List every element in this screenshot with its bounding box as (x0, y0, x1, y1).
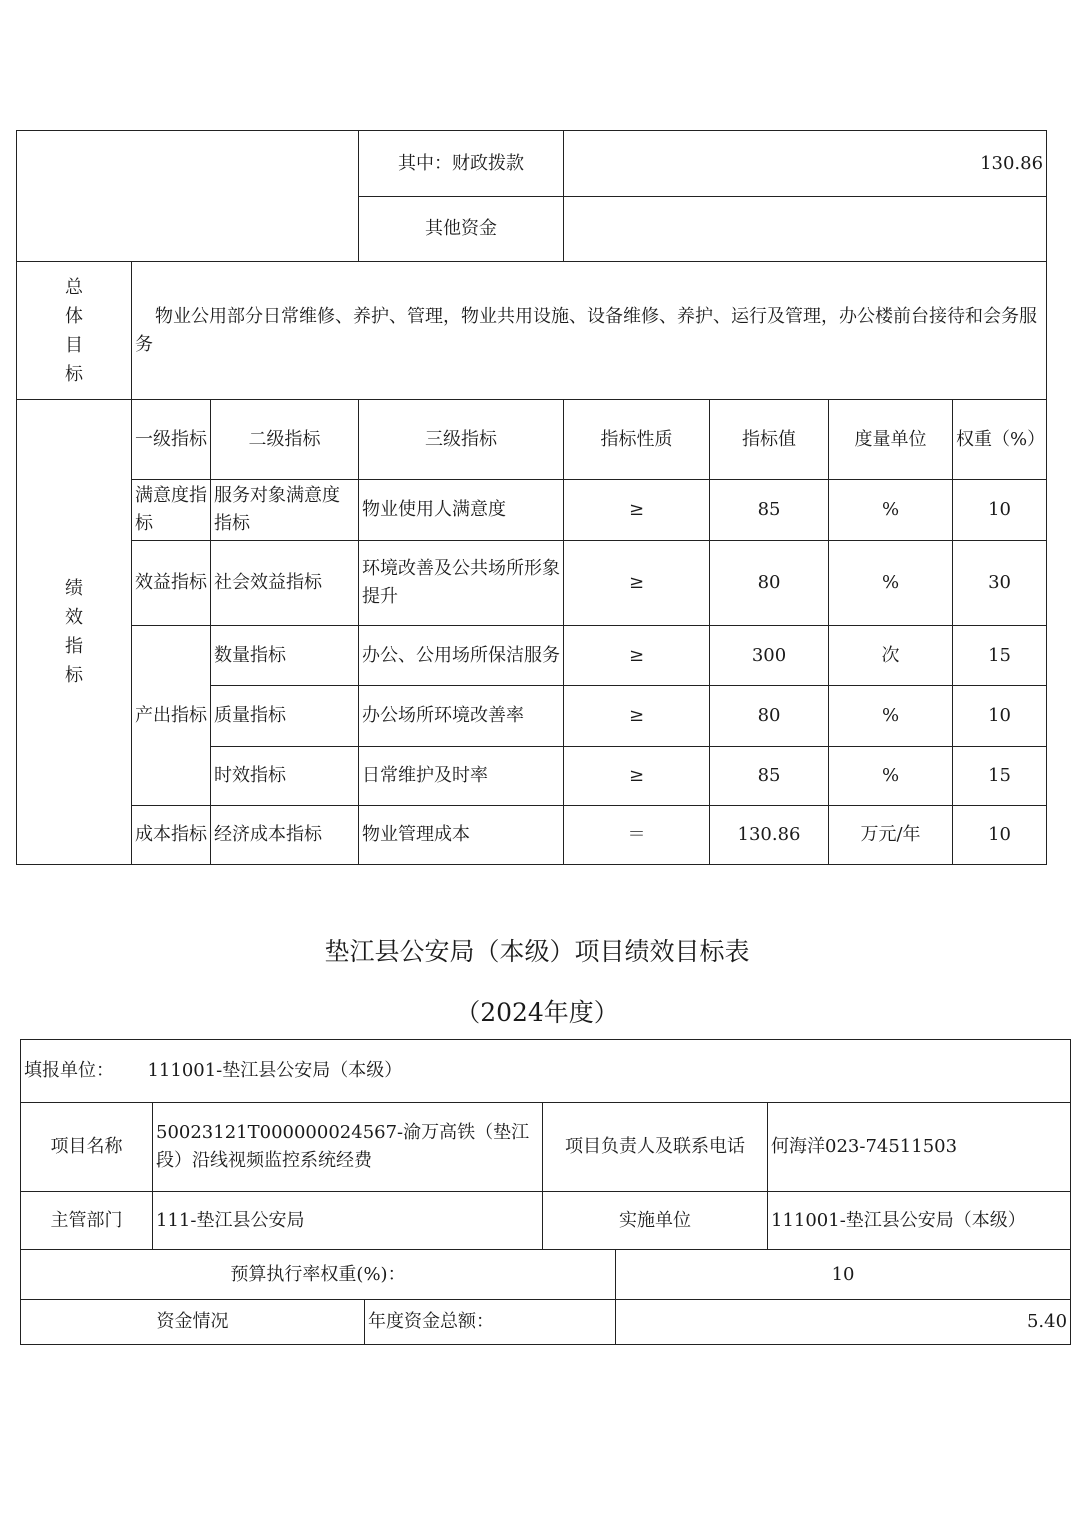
row-level3: 物业管理成本 (359, 806, 564, 865)
fin-allocation-value: 130.86 (564, 131, 1047, 197)
perf-label-char: 标 (65, 665, 83, 686)
funds-label: 资金情况 (21, 1300, 365, 1345)
row-level2: 服务对象满意度指标 (211, 480, 359, 541)
row-level1: 效益指标 (132, 541, 211, 626)
row-level3: 日常维护及时率 (359, 747, 564, 806)
supervising-dept-value: 111-垫江县公安局 (153, 1192, 543, 1250)
header-weight: 权重（%） (953, 400, 1047, 480)
row-unit: 万元/年 (829, 806, 953, 865)
row-weight: 15 (953, 626, 1047, 686)
other-funds-label: 其他资金 (359, 197, 564, 262)
row-level1: 满意度指标 (132, 480, 211, 541)
row-nature: ≥ (564, 480, 710, 541)
project-performance-table (20, 1039, 1071, 1345)
row-level2: 数量指标 (211, 626, 359, 686)
row-level2: 社会效益指标 (211, 541, 359, 626)
header-unit: 度量单位 (829, 400, 953, 480)
row-unit: % (829, 541, 953, 626)
row-value: 300 (710, 626, 829, 686)
other-funds-value (564, 197, 1047, 262)
row-level2: 时效指标 (211, 747, 359, 806)
budget-rate-label: 预算执行率权重(%)： (21, 1250, 616, 1300)
page-subtitle: （2024年度） (455, 998, 619, 1027)
header-level2: 二级指标 (211, 400, 359, 480)
blank-cell (17, 131, 359, 262)
perf-label-char: 指 (65, 636, 83, 657)
row-unit: % (829, 480, 953, 541)
supervising-dept-label: 主管部门 (21, 1192, 153, 1250)
project-name-value: 50023121T000000024567-渝万高铁（垫江段）沿线视频监控系统经费 (153, 1103, 543, 1192)
row-nature: ≥ (564, 747, 710, 806)
row-nature: ≥ (564, 541, 710, 626)
header-nature: 指标性质 (564, 400, 710, 480)
row-level3: 办公、公用场所保洁服务 (359, 626, 564, 686)
table-row (17, 480, 1047, 541)
row-value: 85 (710, 747, 829, 806)
header-value: 指标值 (710, 400, 829, 480)
table-row (17, 806, 1047, 865)
row-weight: 10 (953, 686, 1047, 747)
row-level1: 产出指标 (132, 626, 211, 806)
row-level3: 办公场所环境改善率 (359, 686, 564, 747)
overall-goal-char: 标 (65, 363, 83, 385)
overall-goal-char: 体 (65, 305, 83, 327)
implementing-unit-label: 实施单位 (543, 1192, 768, 1250)
overall-goal-label (17, 262, 132, 400)
row-value: 85 (710, 480, 829, 541)
row-level1: 成本指标 (132, 806, 211, 865)
funds-total-label: 年度资金总额： (365, 1300, 616, 1345)
table-row (17, 541, 1047, 626)
overall-goal-char: 目 (65, 334, 83, 356)
fin-allocation-label: 其中：财政拨款 (359, 131, 564, 197)
overall-goal-char: 总 (65, 276, 83, 298)
row-nature: ＝ (564, 806, 710, 865)
table-row (17, 626, 1047, 686)
page-title: 垫江县公安局（本级）项目绩效目标表 (324, 937, 750, 966)
row-level3: 环境改善及公共场所形象提升 (359, 541, 564, 626)
project-manager-label: 项目负责人及联系电话 (543, 1103, 768, 1192)
reporting-unit-value: 111001-垫江县公安局（本级） (147, 1060, 403, 1081)
row-unit: % (829, 747, 953, 806)
row-value: 80 (710, 686, 829, 747)
perf-label-char: 效 (65, 607, 83, 628)
row-value: 130.86 (710, 806, 829, 865)
row-value: 80 (710, 541, 829, 626)
project-name-label: 项目名称 (21, 1103, 153, 1192)
reporting-unit-label: 填报单位： (24, 1060, 114, 1081)
row-level3: 物业使用人满意度 (359, 480, 564, 541)
row-level2: 质量指标 (211, 686, 359, 747)
header-level1: 一级指标 (132, 400, 211, 480)
performance-table-continued (16, 130, 1047, 865)
row-weight: 15 (953, 747, 1047, 806)
implementing-unit-value: 111001-垫江县公安局（本级） (768, 1192, 1071, 1250)
budget-rate-value: 10 (616, 1250, 1071, 1300)
row-nature: ≥ (564, 686, 710, 747)
funds-total-value: 5.40 (616, 1300, 1071, 1345)
row-weight: 10 (953, 480, 1047, 541)
project-manager-value: 何海洋023-74511503 (768, 1103, 1071, 1192)
overall-goal-text: 物业公用部分日常维修、养护、管理，物业共用设施、设备维修、养护、运行及管理，办公楼前台接待和会务服务 (132, 262, 1047, 400)
row-nature: ≥ (564, 626, 710, 686)
row-unit: 次 (829, 626, 953, 686)
row-weight: 10 (953, 806, 1047, 865)
header-level3: 三级指标 (359, 400, 564, 480)
perf-label-char: 绩 (65, 578, 83, 599)
row-unit: % (829, 686, 953, 747)
row-level2: 经济成本指标 (211, 806, 359, 865)
performance-indicator-label (17, 400, 132, 865)
reporting-unit-row (21, 1040, 1071, 1103)
row-weight: 30 (953, 541, 1047, 626)
